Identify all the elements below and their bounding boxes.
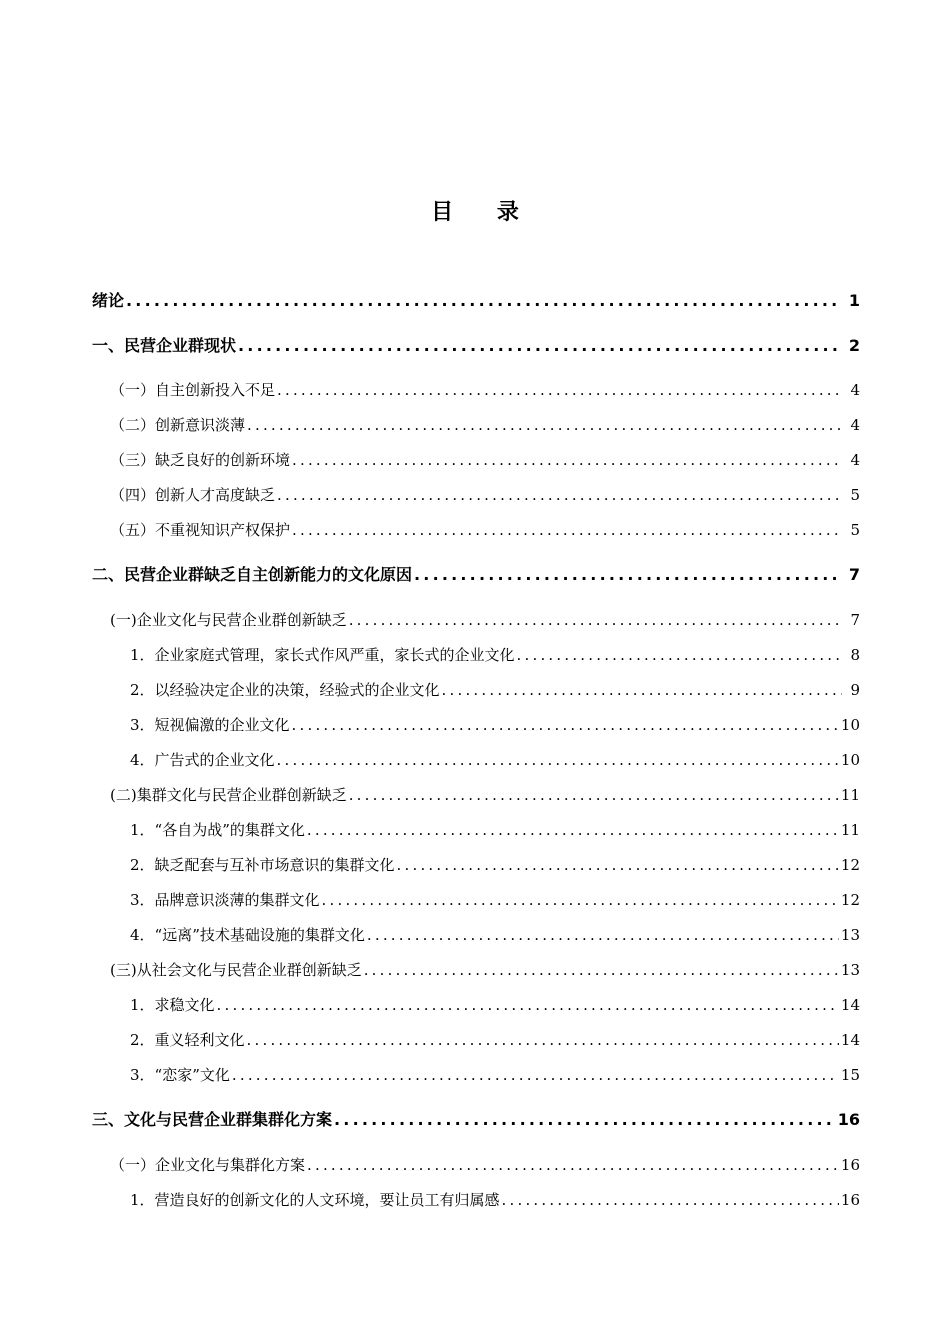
toc-entry-label: 2．重义轻利文化 bbox=[130, 1031, 245, 1049]
dot-leader bbox=[238, 334, 842, 358]
toc-entry[interactable] bbox=[130, 923, 860, 947]
toc-entry-page: 2 bbox=[848, 336, 860, 355]
toc-entry-page: 10 bbox=[840, 751, 860, 769]
toc-entry-page: 16 bbox=[840, 1191, 860, 1209]
toc-entry-page: 15 bbox=[840, 1066, 860, 1084]
toc-entry-label: 2．以经验决定企业的决策，经验式的企业文化 bbox=[130, 681, 440, 699]
toc-entry[interactable] bbox=[130, 678, 860, 702]
toc-entry[interactable] bbox=[110, 608, 860, 632]
toc-entry-label: (一)企业文化与民营企业群创新缺乏 bbox=[110, 611, 347, 629]
toc-entry-label: 3．短视偏激的企业文化 bbox=[130, 716, 290, 734]
dot-leader bbox=[367, 923, 839, 947]
toc-entry-page: 11 bbox=[840, 786, 860, 804]
toc-entry-page: 12 bbox=[840, 891, 860, 909]
dot-leader bbox=[322, 888, 839, 912]
dot-leader bbox=[307, 1153, 839, 1177]
dot-leader bbox=[277, 748, 839, 772]
toc-entry-page: 5 bbox=[850, 486, 860, 504]
toc-entry-label: 4．“远离”技术基础设施的集群文化 bbox=[130, 926, 365, 944]
toc-entry[interactable] bbox=[110, 378, 860, 402]
dot-leader bbox=[397, 853, 839, 877]
dot-leader bbox=[307, 818, 839, 842]
toc-entry-label: （三）缺乏良好的创新环境 bbox=[110, 451, 291, 469]
toc-entry[interactable] bbox=[110, 483, 860, 507]
toc-entry-label: 1．求稳文化 bbox=[130, 996, 215, 1014]
toc-entry-page: 14 bbox=[840, 1031, 860, 1049]
toc-entry-label: 3．品牌意识淡薄的集群文化 bbox=[130, 891, 320, 909]
toc-entry-page: 11 bbox=[840, 821, 860, 839]
toc-entry[interactable] bbox=[130, 1188, 860, 1212]
dot-leader bbox=[247, 1028, 839, 1052]
toc-entry-page: 16 bbox=[840, 1156, 860, 1174]
toc-entry-label: 2．缺乏配套与互补市场意识的集群文化 bbox=[130, 856, 395, 874]
dot-leader bbox=[277, 378, 842, 402]
dot-leader bbox=[292, 713, 839, 737]
toc-entry-label: (二)集群文化与民营企业群创新缺乏 bbox=[110, 786, 347, 804]
toc-entry[interactable] bbox=[130, 1028, 860, 1052]
toc-entry[interactable] bbox=[130, 713, 860, 737]
toc-entry[interactable] bbox=[110, 783, 860, 807]
toc-entry[interactable] bbox=[130, 853, 860, 877]
toc-entry-label: 一、民营企业群现状 bbox=[92, 336, 237, 355]
toc-entry[interactable] bbox=[92, 563, 860, 587]
toc-entry-page: 16 bbox=[837, 1110, 860, 1129]
dot-leader bbox=[247, 413, 842, 437]
toc-entry[interactable] bbox=[92, 334, 860, 358]
toc-entry[interactable] bbox=[130, 643, 860, 667]
toc-entry[interactable] bbox=[130, 748, 860, 772]
toc-entry-page: 9 bbox=[850, 681, 860, 699]
toc-entry-page: 14 bbox=[840, 996, 860, 1014]
toc-entry-label: 1．营造良好的创新文化的人文环境，要让员工有归属感 bbox=[130, 1191, 500, 1209]
dot-leader bbox=[277, 483, 842, 507]
toc-entry-label: 1．“各自为战”的集群文化 bbox=[130, 821, 305, 839]
toc-entry[interactable] bbox=[110, 518, 860, 542]
toc-entry-label: （二）创新意识淡薄 bbox=[110, 416, 246, 434]
toc-entry-label: 三、文化与民营企业群集群化方案 bbox=[92, 1110, 333, 1129]
toc-entry-page: 13 bbox=[840, 926, 860, 944]
dot-leader bbox=[364, 958, 839, 982]
toc-entry[interactable] bbox=[92, 289, 860, 313]
dot-leader bbox=[217, 993, 839, 1017]
toc-entry-label: （四）创新人才高度缺乏 bbox=[110, 486, 276, 504]
dot-leader bbox=[502, 1188, 839, 1212]
toc-entry-label: 二、民营企业群缺乏自主创新能力的文化原因 bbox=[92, 565, 413, 584]
dot-leader bbox=[334, 1108, 836, 1132]
dot-leader bbox=[292, 448, 842, 472]
dot-leader bbox=[442, 678, 842, 702]
toc-entry-page: 7 bbox=[848, 565, 860, 584]
dot-leader bbox=[414, 563, 842, 587]
toc-entry[interactable] bbox=[110, 448, 860, 472]
toc-entry-label: 4．广告式的企业文化 bbox=[130, 751, 275, 769]
toc-entry-label: 3．“恋家”文化 bbox=[130, 1066, 230, 1084]
toc-entry[interactable] bbox=[110, 1153, 860, 1177]
toc-entry[interactable] bbox=[130, 1063, 860, 1087]
toc-entry-page: 5 bbox=[850, 521, 860, 539]
toc-entry-label: （一）自主创新投入不足 bbox=[110, 381, 276, 399]
toc-entry[interactable] bbox=[110, 958, 860, 982]
dot-leader bbox=[292, 518, 842, 542]
toc-entry-label: 绪论 bbox=[92, 291, 125, 310]
dot-leader bbox=[126, 289, 842, 313]
dot-leader bbox=[349, 608, 842, 632]
toc-entry-label: （五）不重视知识产权保护 bbox=[110, 521, 291, 539]
dot-leader bbox=[517, 643, 842, 667]
toc-entry[interactable] bbox=[130, 888, 860, 912]
toc-entry-label: （一）企业文化与集群化方案 bbox=[110, 1156, 306, 1174]
toc-entry-label: 1．企业家庭式管理，家长式作风严重，家长式的企业文化 bbox=[130, 646, 515, 664]
toc-entry-page: 4 bbox=[850, 451, 860, 469]
toc-entry-page: 12 bbox=[840, 856, 860, 874]
toc-entry-page: 1 bbox=[848, 291, 860, 310]
toc-entry-page: 10 bbox=[840, 716, 860, 734]
toc-entry[interactable] bbox=[110, 413, 860, 437]
toc-entry-page: 7 bbox=[850, 611, 860, 629]
dot-leader bbox=[349, 783, 839, 807]
toc-entry[interactable] bbox=[130, 993, 860, 1017]
dot-leader bbox=[232, 1063, 839, 1087]
toc-title: 目 录 bbox=[431, 200, 537, 225]
toc-entry-page: 8 bbox=[850, 646, 860, 664]
toc-entry[interactable] bbox=[92, 1108, 860, 1132]
toc-entry-label: (三)从社会文化与民营企业群创新缺乏 bbox=[110, 961, 362, 979]
toc-entry-page: 4 bbox=[850, 416, 860, 434]
toc-entry[interactable] bbox=[130, 818, 860, 842]
toc-entry-page: 13 bbox=[840, 961, 860, 979]
toc-entry-page: 4 bbox=[850, 381, 860, 399]
